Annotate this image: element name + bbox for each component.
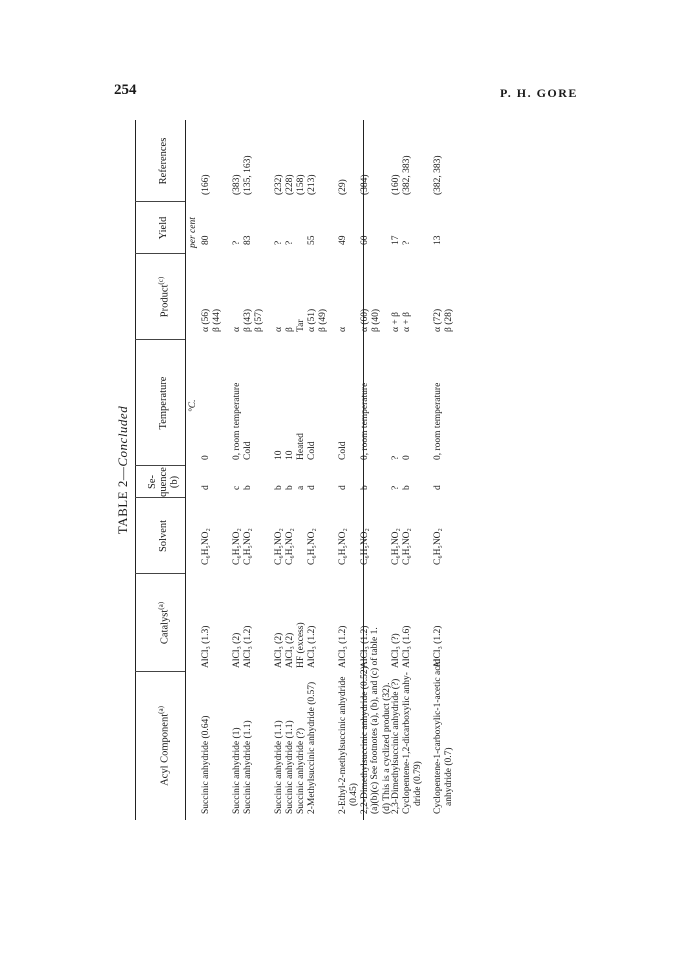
solvent-cell: C₆H₅NO₂ xyxy=(360,528,370,565)
table-row xyxy=(232,120,243,820)
catalyst-cell: AlCl₃ (1.2) xyxy=(360,625,370,668)
temperature-cell: 10 xyxy=(285,450,295,460)
table-row xyxy=(274,120,285,820)
references-cell: (160) xyxy=(391,174,401,195)
sequence-cell: d xyxy=(433,485,443,490)
product-cell: α xyxy=(232,327,242,332)
catalyst-cell: AlCl₃ (1.2) xyxy=(338,625,348,668)
solvent-cell: C₆H₅NO₂ xyxy=(232,528,242,565)
header-catalyst xyxy=(141,574,185,672)
table-row xyxy=(307,120,318,820)
footnote: (d) This is a cyclized product (32). xyxy=(382,682,392,814)
running-head: P. H. GORE xyxy=(500,86,578,100)
product-cell: α (72) xyxy=(433,308,443,332)
acyl-cell: anhydride (0.7) xyxy=(444,747,454,806)
header-references-label: References xyxy=(157,137,169,185)
product-cell: Tar xyxy=(296,319,306,332)
header-acyl xyxy=(141,672,185,820)
sequence-cell: b xyxy=(402,485,412,490)
references-cell: (213) xyxy=(307,174,317,195)
temperature-cell: 0, room temperature xyxy=(232,382,242,460)
temperature-cell: ? xyxy=(391,455,401,460)
acyl-cell: 2-Ethyl-2-methylsuccinic anhydride xyxy=(338,676,348,814)
catalyst-cell: AlCl₃ (1.2) xyxy=(307,625,317,668)
bottom-rule xyxy=(363,120,364,820)
yield-cell: 13 xyxy=(433,235,443,245)
yield-cell: 49 xyxy=(338,235,348,245)
sequence-cell: a xyxy=(296,485,306,490)
sequence-cell: d xyxy=(307,485,317,490)
references-cell: (158) xyxy=(296,174,306,195)
header-temperature xyxy=(141,340,185,466)
table-row xyxy=(444,120,455,820)
references-cell: (29) xyxy=(338,179,348,195)
product-cell: α (51) xyxy=(307,308,317,332)
header-sequence xyxy=(141,466,185,498)
catalyst-cell: AlCl₃ (2) xyxy=(232,632,242,668)
temperature-cell: 0, room temperature xyxy=(360,382,370,460)
top-rule xyxy=(135,120,136,820)
acyl-cell: (0.45) xyxy=(349,783,359,806)
table-row xyxy=(212,120,223,820)
solvent-cell: C₆H₅NO₂ xyxy=(307,528,317,565)
catalyst-cell: AlCl₃ (1.2) xyxy=(433,625,443,668)
table-row xyxy=(402,120,413,820)
acyl-cell: Succinic anhydride (1.1) xyxy=(243,720,253,814)
header-temperature-label: Temperature xyxy=(157,376,169,430)
yield-unit: per cent xyxy=(188,217,198,248)
product-cell: β (57) xyxy=(254,308,264,332)
solvent-cell: C₆H₅NO₂ xyxy=(201,528,211,565)
solvent-cell: C₆H₅NO₂ xyxy=(402,528,412,565)
references-cell: (382, 383) xyxy=(433,155,443,195)
catalyst-cell: AlCl₃ (2) xyxy=(274,632,284,668)
row-group xyxy=(201,120,223,820)
header-catalyst-label: Catalyst xyxy=(159,609,171,645)
references-cell: (232) xyxy=(274,174,284,195)
sequence-cell: b xyxy=(360,485,370,490)
sequence-cell: d xyxy=(338,485,348,490)
product-cell: α (60) xyxy=(360,308,370,332)
acyl-cell: Succinic anhydride (?) xyxy=(296,728,306,814)
row-group xyxy=(433,120,455,820)
temperature-cell: 0 xyxy=(402,455,412,460)
acyl-cell: Succinic anhydride (1.1) xyxy=(274,720,284,814)
header-catalyst-note: (a) xyxy=(156,601,165,610)
footnotes xyxy=(369,627,393,814)
header-solvent xyxy=(141,498,185,574)
table-row xyxy=(433,120,444,820)
header-references xyxy=(141,120,185,202)
table-row xyxy=(349,120,360,820)
product-cell: α (56) xyxy=(201,308,211,332)
row-group xyxy=(274,120,329,820)
table-row xyxy=(296,120,307,820)
temperature-cell: 10 xyxy=(274,450,284,460)
solvent-cell: C₆H₅NO₂ xyxy=(274,528,284,565)
table-title-prefix: TABLE 2— xyxy=(115,466,130,535)
header-yield xyxy=(141,202,185,254)
acyl-cell: Succinic anhydride (1.1) xyxy=(285,720,295,814)
references-cell: (135, 163) xyxy=(243,155,253,195)
catalyst-cell: AlCl₃ (2) xyxy=(285,632,295,668)
catalyst-cell: AlCl₃ (1.2) xyxy=(243,625,253,668)
table-row xyxy=(318,120,329,820)
page-number: 254 xyxy=(114,82,137,98)
table-row xyxy=(338,120,349,820)
temperature-unit: °C. xyxy=(188,399,198,412)
catalyst-cell: AlCl₃ (?) xyxy=(391,633,401,668)
table-title-suffix: Concluded xyxy=(115,405,130,467)
sequence-cell: d xyxy=(201,485,211,490)
catalyst-cell: AlCl₃ (1.3) xyxy=(201,625,211,668)
solvent-cell: C₆H₅NO₂ xyxy=(391,528,401,565)
product-cell: β (43) xyxy=(243,308,253,332)
acyl-cell: 2,2-Dimethylsuccinic anhydride (0.52) xyxy=(360,666,370,814)
yield-cell: ? xyxy=(402,240,412,245)
rotated-table xyxy=(115,120,454,820)
header-sequence-label: Se-quence xyxy=(146,467,169,497)
yield-cell: ? xyxy=(285,240,295,245)
acyl-cell: Succinic anhydride (0.64) xyxy=(201,715,211,814)
product-cell: α xyxy=(274,327,284,332)
product-cell: β (44) xyxy=(212,308,222,332)
acyl-cell: 2-Methylsuccinic anhydride (0.57) xyxy=(307,681,317,814)
product-cell: β (40) xyxy=(371,308,381,332)
header-rule xyxy=(185,120,186,820)
acyl-cell: dride (0.79) xyxy=(413,761,423,806)
header-sequence-note: (b) xyxy=(168,475,180,489)
footnote: (a)(b)(c) See footnotes (a), (b), and (c) of table 1. xyxy=(370,627,380,814)
product-cell: α xyxy=(338,327,348,332)
table-row xyxy=(254,120,265,820)
acyl-cell: Succinic anhydride (1) xyxy=(232,727,242,814)
row-group xyxy=(232,120,265,820)
table-row xyxy=(243,120,254,820)
solvent-cell: C₆H₅NO₂ xyxy=(285,528,295,565)
table-row xyxy=(285,120,296,820)
sequence-cell: c xyxy=(232,485,242,490)
temperature-cell: Heated xyxy=(296,433,306,460)
product-cell: β (49) xyxy=(318,308,328,332)
yield-cell: 83 xyxy=(243,235,253,245)
acyl-cell: 2,3-Dimethylsuccinic anhydride (?) xyxy=(391,678,401,814)
header-acyl-label: Acyl Component xyxy=(159,713,171,786)
yield-cell: 55 xyxy=(307,235,317,245)
header-yield-label: Yield xyxy=(157,216,169,240)
references-cell: (228) xyxy=(285,174,295,195)
product-cell: β xyxy=(285,327,295,332)
sequence-cell: b xyxy=(274,485,284,490)
temperature-cell: Cold xyxy=(307,441,317,460)
temperature-cell: 0, room temperature xyxy=(433,382,443,460)
temperature-cell: Cold xyxy=(338,441,348,460)
product-cell: α + β xyxy=(402,312,412,332)
product-cell: α + β xyxy=(391,312,401,332)
yield-cell: ? xyxy=(232,240,242,245)
references-cell: (384) xyxy=(360,174,370,195)
solvent-cell: C₆H₅NO₂ xyxy=(338,528,348,565)
sequence-cell: b xyxy=(243,485,253,490)
header-acyl-note: (a) xyxy=(156,706,165,714)
temperature-cell: 0 xyxy=(201,455,211,460)
yield-cell: ? xyxy=(274,240,284,245)
row-group xyxy=(391,120,424,820)
catalyst-cell: HF (excess) xyxy=(296,622,306,668)
header-product xyxy=(141,254,185,340)
catalyst-cell: AlCl₃ (1.6) xyxy=(402,625,412,668)
table-body xyxy=(201,120,464,820)
references-cell: (383) xyxy=(232,174,242,195)
header-solvent-label: Solvent xyxy=(157,519,169,553)
temperature-cell: Cold xyxy=(243,441,253,460)
yield-cell: 80 xyxy=(201,235,211,245)
table-title xyxy=(115,120,133,820)
sequence-cell: ? xyxy=(391,485,401,490)
solvent-cell: C₆H₅NO₂ xyxy=(243,528,253,565)
acyl-cell: Cyclopentene-1-carboxylic-1-acetic acid xyxy=(433,659,443,814)
sequence-cell: b xyxy=(285,485,295,490)
product-cell: β (28) xyxy=(444,308,454,332)
table-row xyxy=(413,120,424,820)
solvent-cell: C₆H₅NO₂ xyxy=(433,528,443,565)
header-product-note: (c) xyxy=(156,276,165,285)
yield-cell: 17 xyxy=(391,235,401,245)
references-cell: (382, 383) xyxy=(402,155,412,195)
header-product-label: Product xyxy=(159,284,171,318)
table-row xyxy=(201,120,212,820)
references-cell: (166) xyxy=(201,174,211,195)
yield-cell: 60 xyxy=(360,235,370,245)
acyl-cell: Cyclopentene-1,2-dicarboxylic anhy- xyxy=(402,672,412,814)
